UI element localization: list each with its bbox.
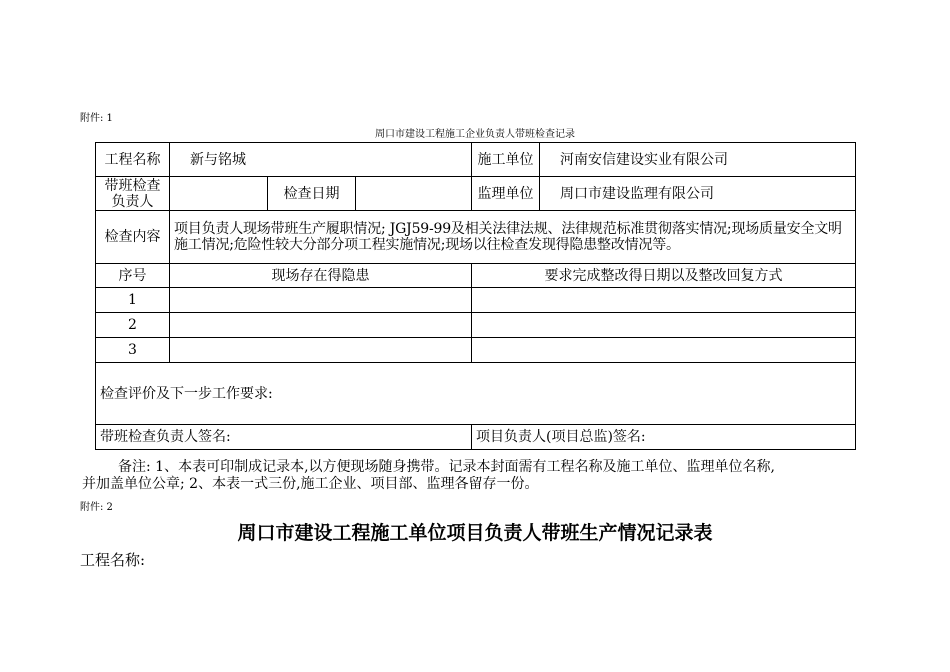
attachment-2-title: 周口市建设工程施工单位项目负责人带班生产情况记录表 [237,522,713,544]
inspector-signature-field[interactable] [96,425,472,450]
attachment-1-label: 附件: 1 [80,113,113,124]
pm-signature-label: 项目负责人(项目总监)签名: [476,429,646,445]
row-number: 2 [96,313,170,338]
remarks-line-1: 备注: 1、本表可印制成记录本,以方便现场随身携带。记录本封面需有工程名称及施工单位、监理单位名称, [118,459,775,475]
rectify-cell[interactable] [472,288,856,313]
form-title: 周口市建设工程施工企业负责人带班检查记录 [375,129,575,140]
inspection-record-table [95,142,856,450]
construction-unit-label: 施工单位 [472,143,540,177]
signature-row [96,425,856,450]
col-no-header: 序号 [96,264,170,288]
pm-signature-field[interactable] [472,425,856,450]
rectify-cell[interactable] [472,338,856,363]
content-label: 检查内容 [96,211,170,264]
inspection-date-label: 检查日期 [268,177,356,211]
inspector-label: 带班检查负责人 [96,177,170,211]
col-rectify-header: 要求完成整改得日期以及整改回复方式 [472,264,856,288]
rectify-cell[interactable] [472,313,856,338]
evaluation-field[interactable] [96,363,856,425]
row-number: 3 [96,338,170,363]
supervision-unit-label: 监理单位 [472,177,540,211]
inspector-value[interactable] [170,177,268,211]
hazard-header-row [96,264,856,288]
col-hazard-header: 现场存在得隐患 [170,264,472,288]
table-row [96,338,856,363]
inspector-row [96,177,856,211]
remarks-line-2: 并加盖单位公章; 2、本表一式三份,施工企业、项目部、监理各留存一份。 [82,476,539,492]
construction-unit-value[interactable]: 河南安信建设实业有限公司 [540,143,856,177]
hazard-cell[interactable] [170,313,472,338]
inspection-date-value[interactable] [356,177,472,211]
attachment-2-project-name-label: 工程名称: [80,551,146,569]
project-name-value[interactable]: 新与铭城 [170,143,472,177]
content-row [96,211,856,264]
evaluation-row [96,363,856,425]
project-name-label: 工程名称 [96,143,170,177]
table-row [96,313,856,338]
row-number: 1 [96,288,170,313]
table-row [96,288,856,313]
evaluation-label: 检查评价及下一步工作要求: [100,385,273,402]
content-text: 项目负责人现场带班生产履职情况; JGJ59-99及相关法律法规、法律规范标准贯彻落实情况;现场质量安全文明施工情况;危险性较大分部分项工程实施情况;现场以往检查发现得隐患整改情况等。 [170,211,856,264]
attachment-2-label: 附件: 2 [80,502,113,513]
remarks [82,459,882,493]
supervision-unit-value[interactable]: 周口市建设监理有限公司 [540,177,856,211]
inspector-signature-label: 带班检查负责人签名: [100,429,231,445]
hazard-cell[interactable] [170,288,472,313]
hazard-cell[interactable] [170,338,472,363]
project-row [96,143,856,177]
